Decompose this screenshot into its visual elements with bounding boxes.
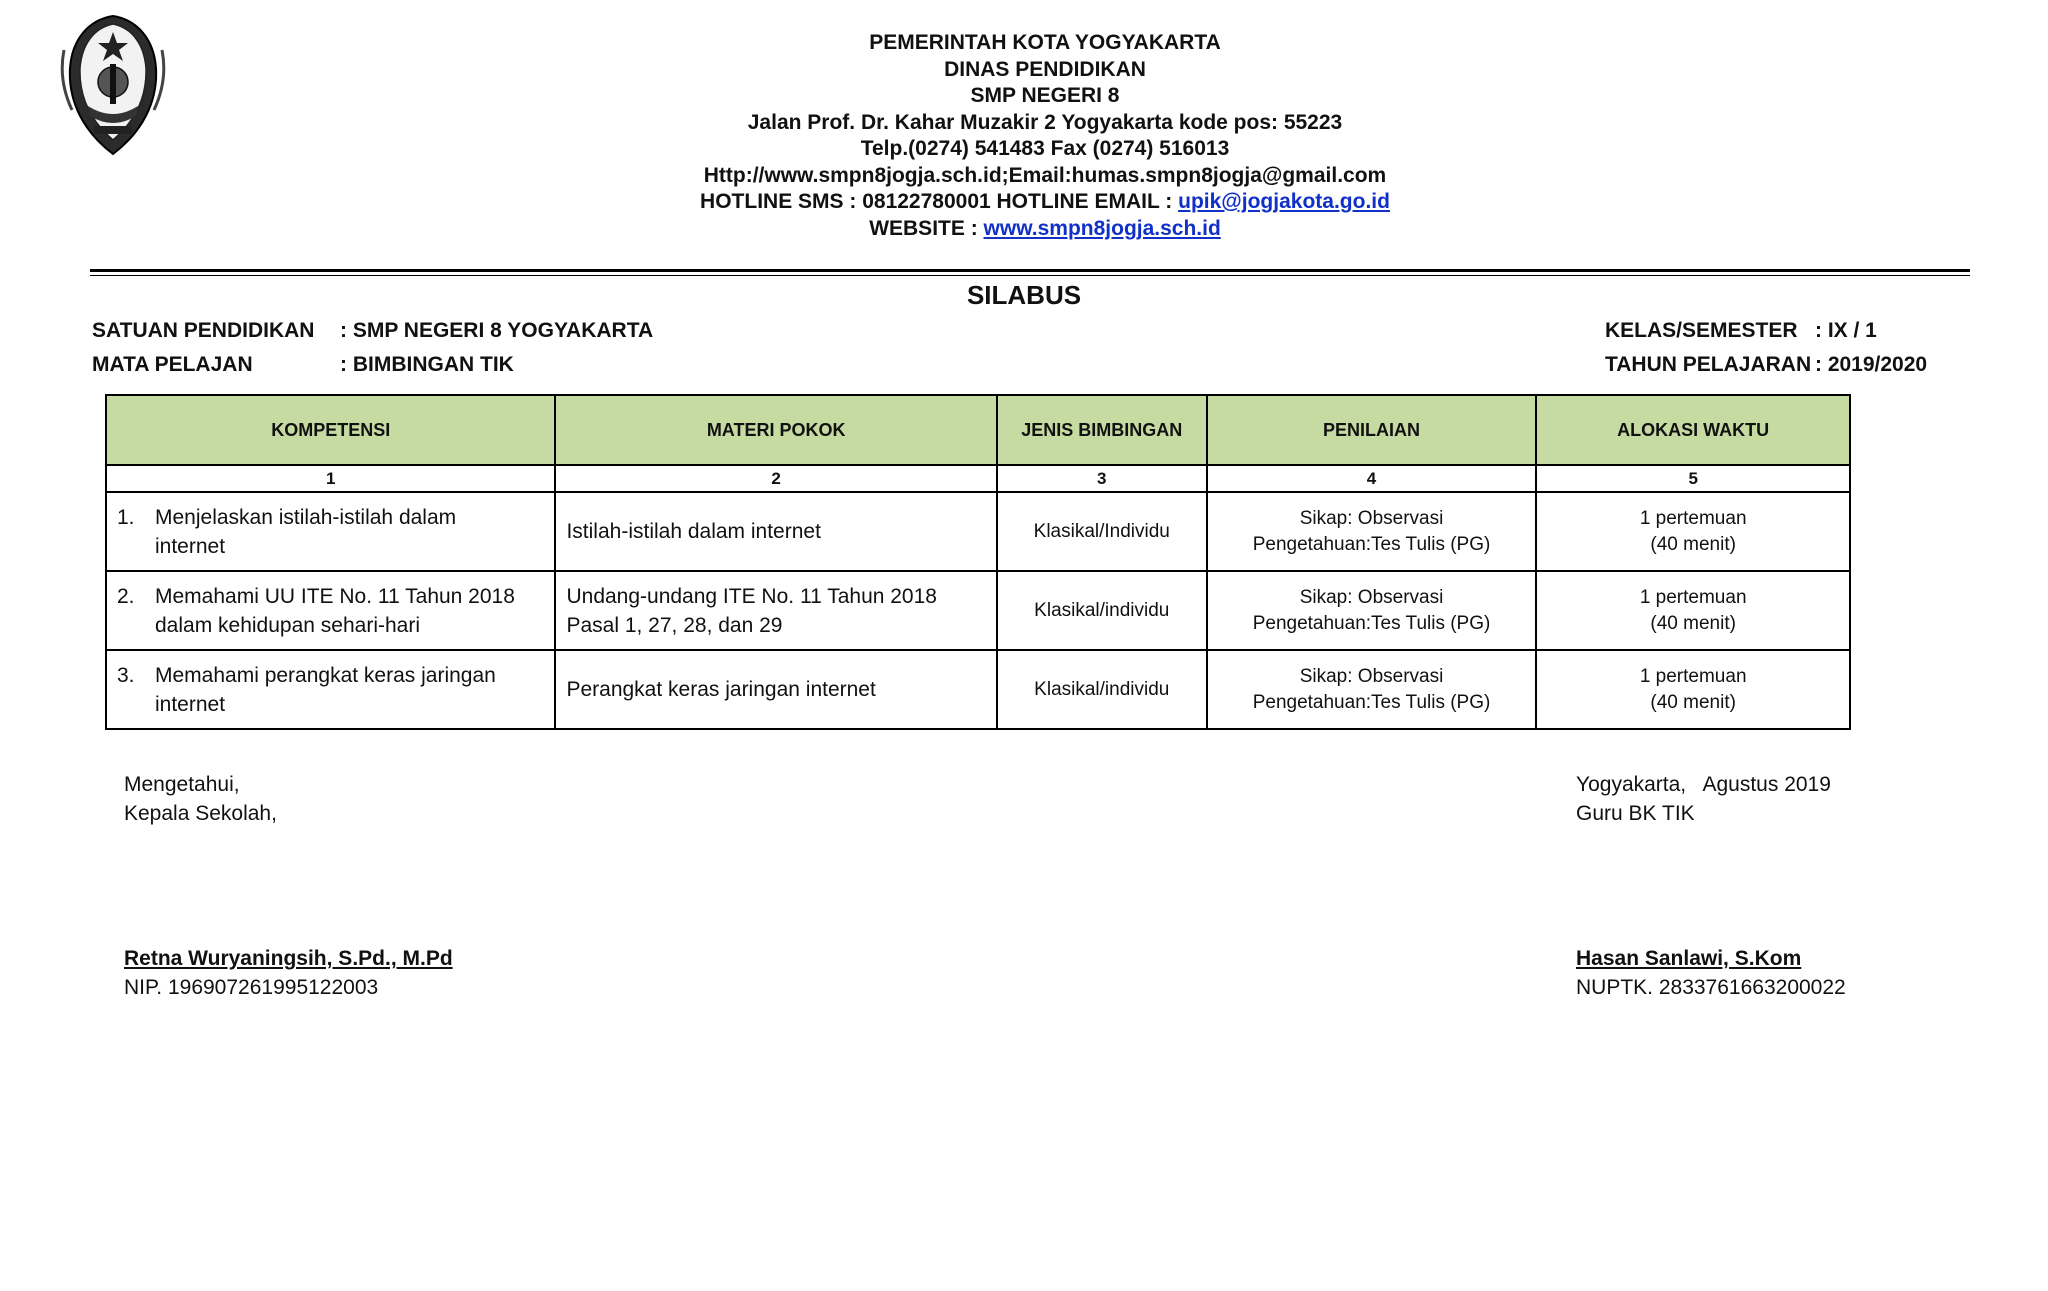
header-kompetensi: KOMPETENSI [106,395,555,465]
signature-place-date: Yogyakarta, Agustus 2019 [1576,773,1831,796]
cell-penilaian [1207,650,1537,729]
letterhead-line-website [520,216,1570,243]
kelas-value: : IX / 1 [1815,319,1877,342]
letterhead-line-phone: Telp.(0274) 541483 Fax (0274) 516013 [860,137,1230,160]
letterhead-line-address: Jalan Prof. Dr. Kahar Muzakir 2 Yogyakarta kode pos: 55223 [747,110,1343,134]
city-emblem-logo [58,10,168,160]
column-number: 3 [997,465,1207,492]
column-number-row [106,465,1850,492]
alokasi-line: 1 pertemuan [1639,586,1747,608]
alokasi-line: 1 pertemuan [1639,665,1747,687]
letterhead-line-hotline [520,189,1570,216]
satuan-value: : SMP NEGERI 8 YOGYAKARTA [340,319,654,342]
cell-alokasi [1536,492,1850,571]
table-row [106,650,1850,729]
header-alokasi-waktu: ALOKASI WAKTU [1536,395,1850,465]
alokasi-line: 1 pertemuan [1639,507,1747,529]
document-title: SILABUS [966,280,1082,310]
letterhead-line-school: SMP NEGERI 8 [970,84,1120,107]
cell-penilaian [1207,492,1537,571]
header-materi-pokok: MATERI POKOK [555,395,996,465]
cell-kompetensi [106,492,555,571]
jenis-text: Klasikal/Individu [1033,520,1170,542]
info-right [1605,314,1927,382]
info-row-mapel [92,348,653,382]
kompetensi-line: Memahami UU ITE No. 11 Tahun 2018 [155,584,515,608]
cell-materi [555,492,996,571]
signature-acknowledge-text: Mengetahui, [124,773,240,796]
header-penilaian: PENILAIAN [1207,395,1537,465]
letterhead-line-department: DINAS PENDIDIKAN [944,57,1146,81]
kompetensi-line: Memahami perangkat keras jaringan [155,663,496,687]
cell-alokasi [1536,571,1850,650]
website-prefix: WEBSITE : [869,216,984,240]
syllabus-table [105,394,1851,730]
column-number: 4 [1207,465,1537,492]
signature-block-principal [124,770,453,1002]
letterhead-divider-thin [90,275,1970,276]
mapel-label: MATA PELAJAN [92,353,253,376]
table-row [106,571,1850,650]
column-number: 2 [555,465,996,492]
kompetensi-line: internet [155,534,226,558]
signature-role: Guru BK TIK [1576,802,1695,825]
row-number: 2. [117,584,135,608]
penilaian-line: Sikap: Observasi [1299,586,1444,608]
signature-name: Hasan Sanlawi, S.Kom [1576,947,1802,970]
signature-block-teacher [1576,770,1846,1002]
header-jenis-bimbingan: JENIS BIMBINGAN [997,395,1207,465]
letterhead-line-government: PEMERINTAH KOTA YOGYAKARTA [869,31,1221,54]
letterhead-divider-thick [90,269,1970,272]
cell-materi [555,571,996,650]
jenis-text: Klasikal/individu [1034,678,1170,700]
cell-alokasi [1536,650,1850,729]
signature-role: Kepala Sekolah, [124,802,277,825]
alokasi-line: (40 menit) [1650,533,1736,555]
satuan-label: SATUAN PENDIDIKAN [92,319,315,342]
table-row [106,492,1850,571]
column-number: 1 [106,465,555,492]
website-link[interactable]: www.smpn8jogja.sch.id [983,216,1221,240]
signature-id: NUPTK. 2833761663200022 [1576,976,1846,999]
cell-kompetensi [106,650,555,729]
info-row-satuan [92,314,653,348]
info-left [92,314,653,382]
penilaian-line: Pengetahuan:Tes Tulis (PG) [1252,691,1491,713]
cell-kompetensi [106,571,555,650]
penilaian-line: Pengetahuan:Tes Tulis (PG) [1252,533,1491,555]
materi-line: Perangkat keras jaringan internet [566,678,876,701]
cell-jenis [997,650,1207,729]
row-number: 3. [117,663,135,687]
info-row-tahun [1605,348,1927,382]
kelas-label: KELAS/SEMESTER [1605,319,1798,342]
mapel-value: : BIMBINGAN TIK [340,353,514,376]
info-row-kelas [1605,314,1927,348]
cell-jenis [997,492,1207,571]
column-number: 5 [1536,465,1850,492]
kompetensi-line: Menjelaskan istilah-istilah dalam [155,505,457,529]
table-header-row [106,395,1850,465]
signature-name: Retna Wuryaningsih, S.Pd., M.Pd [124,947,453,970]
alokasi-line: (40 menit) [1650,612,1736,634]
materi-line: Istilah-istilah dalam internet [566,520,821,543]
hotline-email-link[interactable]: upik@jogjakota.go.id [1178,190,1390,213]
tahun-label: TAHUN PELAJARAN [1605,353,1812,376]
kompetensi-line: dalam kehidupan sehari-hari [155,613,420,637]
jenis-text: Klasikal/individu [1034,599,1170,621]
alokasi-line: (40 menit) [1650,691,1736,713]
signature-id: NIP. 196907261995122003 [124,976,379,999]
materi-line: Undang-undang ITE No. 11 Tahun 2018 [566,584,937,608]
penilaian-line: Pengetahuan:Tes Tulis (PG) [1252,612,1491,634]
cell-jenis [997,571,1207,650]
materi-line: Pasal 1, 27, 28, dan 29 [566,613,783,637]
hotline-prefix: HOTLINE SMS : 08122780001 HOTLINE EMAIL : [700,190,1179,213]
letterhead-line-web-email: Http://www.smpn8jogja.sch.id;Email:humas.smpn8jogja@gmail.com [703,163,1387,187]
row-number: 1. [117,505,135,529]
penilaian-line: Sikap: Observasi [1299,507,1444,529]
tahun-value: : 2019/2020 [1815,353,1928,376]
cell-penilaian [1207,571,1537,650]
letterhead [520,30,1570,242]
kompetensi-line: internet [155,692,226,716]
cell-materi [555,650,996,729]
penilaian-line: Sikap: Observasi [1299,665,1444,687]
